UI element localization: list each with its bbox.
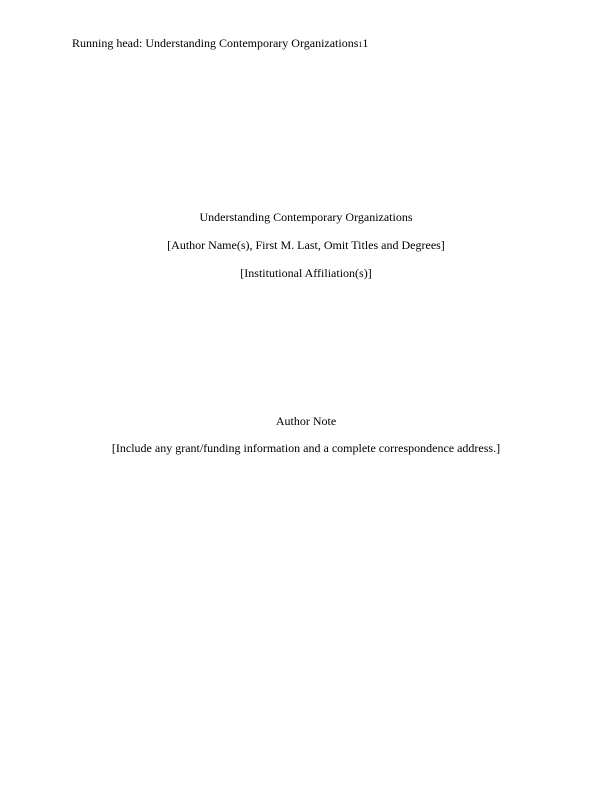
author-note-text: [Include any grant/funding information and a complete correspondence address.] bbox=[111, 441, 501, 455]
document-title: Understanding Contemporary Organizations bbox=[199, 210, 413, 224]
institutional-affiliation: [Institutional Affiliation(s)] bbox=[240, 266, 372, 280]
running-head-mark: 1 bbox=[358, 40, 363, 49]
running-head bbox=[72, 36, 368, 52]
author-names: [Author Name(s), First M. Last, Omit Titles and Degrees] bbox=[167, 238, 445, 252]
running-head-text: Running head: Understanding Contemporary Organizations bbox=[72, 36, 359, 50]
author-note-heading: Author Note bbox=[275, 414, 337, 428]
page-number: 1 bbox=[362, 36, 369, 50]
